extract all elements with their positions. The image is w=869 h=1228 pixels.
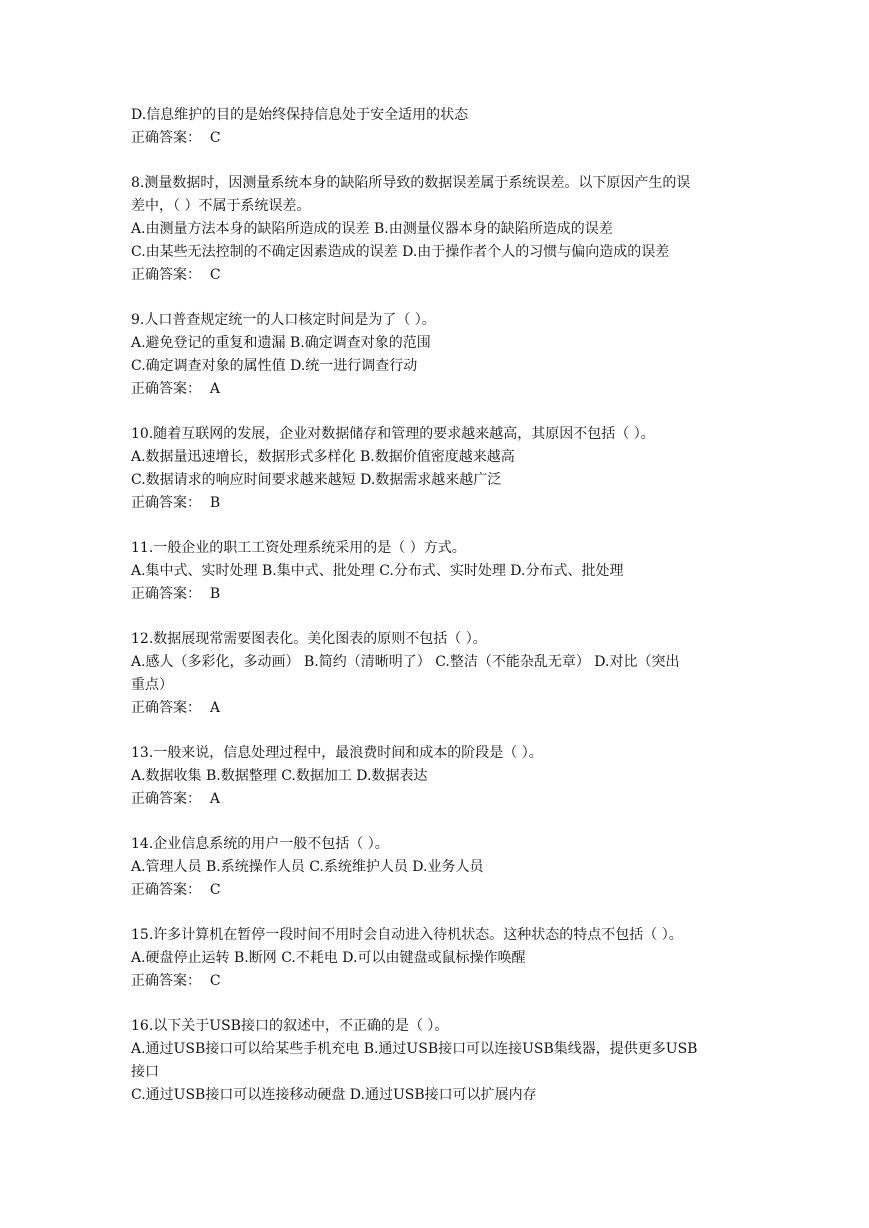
block-spacer [131, 720, 741, 742]
answer-label: 正确答案： [131, 791, 201, 807]
answer-value: C [209, 882, 221, 898]
answer-spacer [201, 267, 210, 283]
answer-spacer [201, 700, 210, 716]
question-stem-line: 9.人口普查规定统一的人口核定时间是为了（ ）。 [131, 312, 436, 328]
question-block [131, 537, 741, 606]
answer-value: C [209, 267, 221, 283]
answer-label: 正确答案： [131, 882, 201, 898]
block-spacer [131, 287, 741, 309]
question-text-line: 差中，（ ）不属于系统误差。 [131, 198, 311, 214]
question-text-line: A.硬盘停止运转 B.断网 C.不耗电 D.可以由键盘或鼠标操作唤醒 [131, 950, 526, 966]
answer-value: A [209, 700, 221, 716]
question-stem-line: 8.测量数据时，因测量系统本身的缺陷所导致的数据误差属于系统误差。以下原因产生的误 [131, 175, 691, 191]
question-block [131, 309, 741, 401]
answer-value: B [209, 495, 221, 511]
answer-label: 正确答案： [131, 267, 201, 283]
answer-label: 正确答案： [131, 586, 201, 602]
question-list [131, 104, 741, 1107]
answer-label: 正确答案： [131, 130, 201, 146]
answer-label: 正确答案： [131, 700, 201, 716]
question-stem-line: 16.以下关于USB接口的叙述中，不正确的是（ ）。 [131, 1018, 449, 1034]
answer-line [131, 970, 741, 993]
question-block [131, 1015, 741, 1107]
question-block [131, 423, 741, 515]
question-text-line: A.集中式、实时处理 B.集中式、批处理 C.分布式、实时处理 D.分布式、批处理 [131, 563, 624, 579]
block-spacer [131, 401, 741, 423]
question-text-line: A.通过USB接口可以给某些手机充电 B.通过USB接口可以连接USB集线器，提供更多USB [131, 1041, 698, 1057]
block-spacer [131, 811, 741, 833]
question-text-line: A.感人（多彩化，多动画） B.简约（清晰明了） C.整洁（不能杂乱无章） D.对比（突出 [131, 654, 680, 670]
answer-spacer [201, 882, 210, 898]
answer-line [131, 697, 741, 720]
answer-line [131, 378, 741, 401]
question-text-line: 重点） [131, 677, 173, 693]
answer-line [131, 879, 741, 902]
answer-label: 正确答案： [131, 495, 201, 511]
question-stem-line: 10.随着互联网的发展，企业对数据储存和管理的要求越来越高，其原因不包括（ ）。 [131, 426, 655, 442]
question-block [131, 104, 741, 150]
answer-spacer [201, 381, 210, 397]
question-text-line: C.由某些无法控制的不确定因素造成的误差 D.由于操作者个人的习惯与偏向造成的误差 [131, 244, 670, 260]
question-block [131, 833, 741, 902]
block-spacer [131, 150, 741, 172]
question-text-line: D.信息维护的目的是始终保持信息处于安全适用的状态 [131, 107, 469, 123]
question-text-line: 接口 [131, 1064, 159, 1080]
answer-value: B [209, 586, 221, 602]
question-text-line: A.数据收集 B.数据整理 C.数据加工 D.数据表达 [131, 768, 428, 784]
answer-line [131, 264, 741, 287]
answer-spacer [201, 973, 210, 989]
block-spacer [131, 902, 741, 924]
answer-spacer [201, 586, 210, 602]
answer-line [131, 127, 741, 150]
answer-label: 正确答案： [131, 973, 201, 989]
answer-value: C [209, 130, 221, 146]
question-block [131, 742, 741, 811]
question-text-line: C.确定调查对象的属性值 D.统一进行调查行动 [131, 358, 418, 374]
question-text-line: C.通过USB接口可以连接移动硬盘 D.通过USB接口可以扩展内存 [131, 1087, 537, 1103]
block-spacer [131, 515, 741, 537]
question-text-line: A.数据量迅速增长，数据形式多样化 B.数据价值密度越来越高 [131, 449, 515, 465]
answer-spacer [201, 791, 210, 807]
question-text-line: A.避免登记的重复和遗漏 B.确定调查对象的范围 [131, 335, 431, 351]
question-stem-line: 15.许多计算机在暂停一段时间不用时会自动进入待机状态。这种状态的特点不包括（ ）。 [131, 927, 683, 943]
question-text-line: C.数据请求的响应时间要求越来越短 D.数据需求越来越广泛 [131, 472, 502, 488]
question-block [131, 628, 741, 720]
question-text-line: A.管理人员 B.系统操作人员 C.系统维护人员 D.业务人员 [131, 859, 484, 875]
question-block [131, 172, 741, 287]
question-stem-line: 14.企业信息系统的用户一般不包括（ ）。 [131, 836, 389, 852]
question-text-line: A.由测量方法本身的缺陷所造成的误差 B.由测量仪器本身的缺陷所造成的误差 [131, 221, 613, 237]
answer-spacer [201, 495, 210, 511]
answer-line [131, 788, 741, 811]
block-spacer [131, 606, 741, 628]
block-spacer [131, 993, 741, 1015]
answer-value: A [209, 791, 221, 807]
answer-label: 正确答案： [131, 381, 201, 397]
question-stem-line: 11.一般企业的职工工资处理系统采用的是（ ）方式。 [131, 540, 466, 556]
question-stem-line: 12.数据展现常需要图表化。美化图表的原则不包括（ ）。 [131, 631, 487, 647]
answer-value: C [209, 973, 221, 989]
question-stem-line: 13.一般来说，信息处理过程中，最浪费时间和成本的阶段是（ ）。 [131, 745, 543, 761]
answer-line [131, 583, 741, 606]
answer-spacer [201, 130, 210, 146]
answer-line [131, 492, 741, 515]
answer-value: A [209, 381, 221, 397]
question-block [131, 924, 741, 993]
